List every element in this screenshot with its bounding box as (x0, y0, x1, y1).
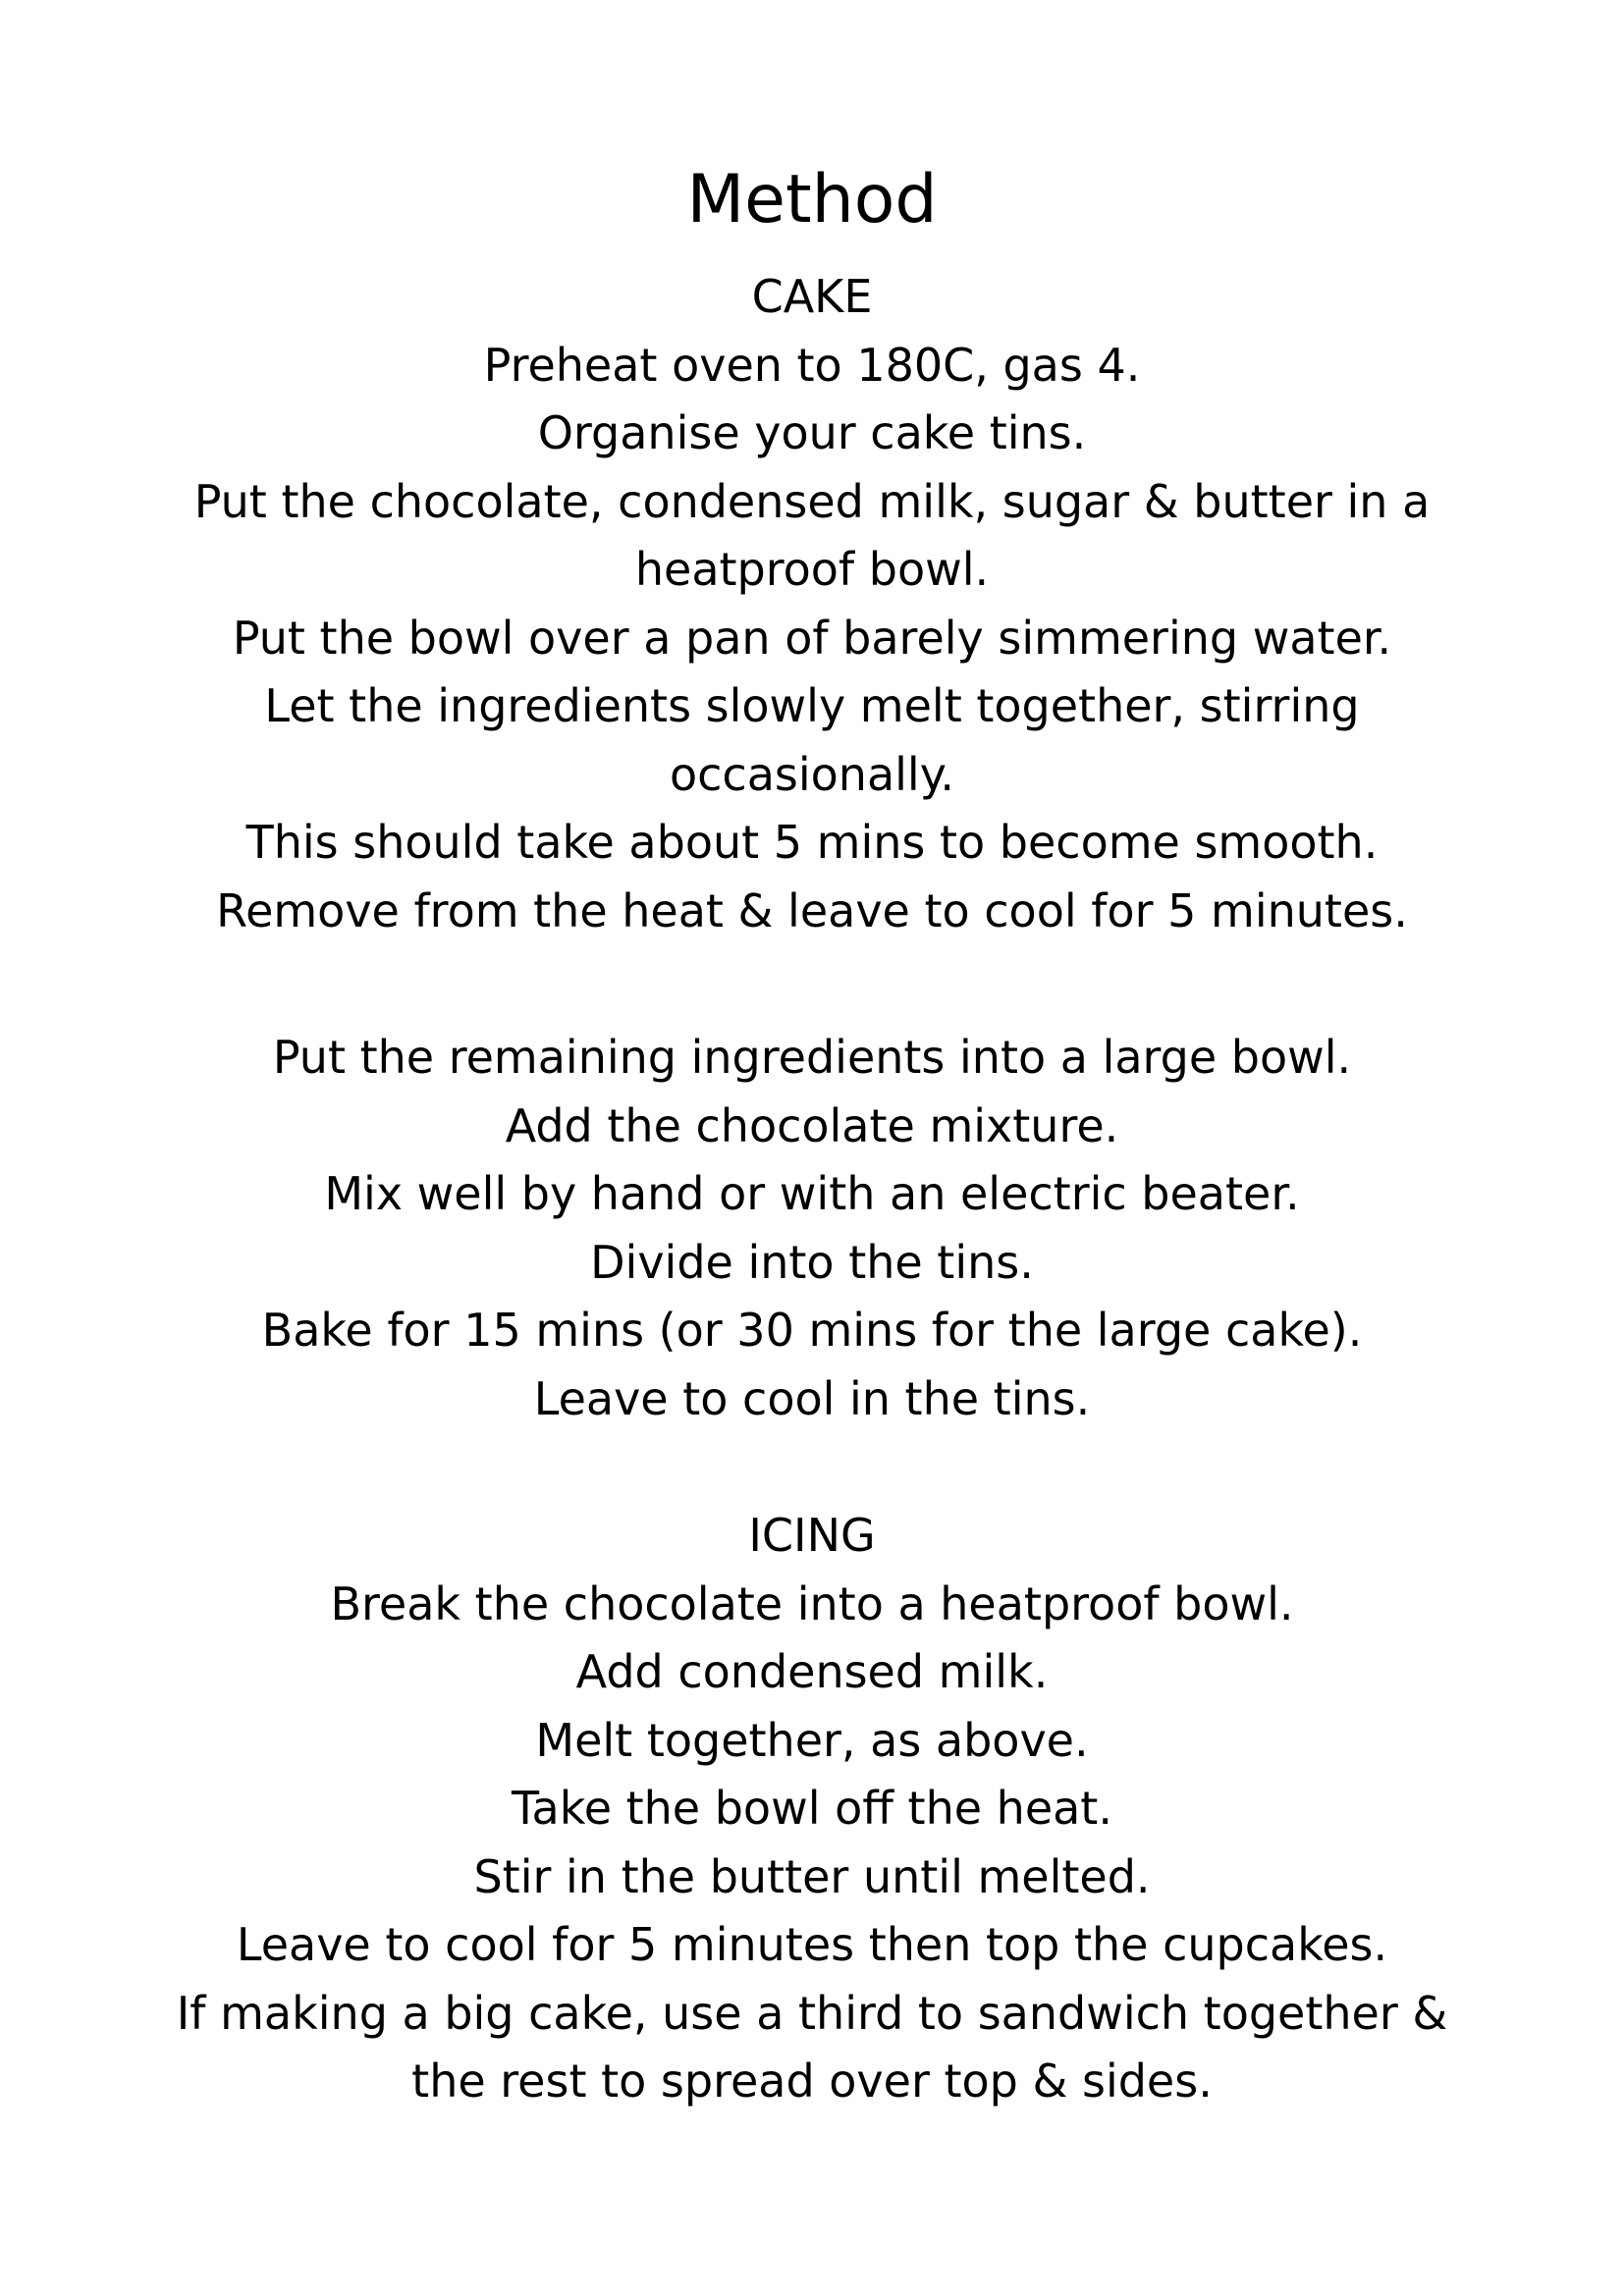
cake-step: This should take about 5 mins to become smooth. (245, 816, 1379, 869)
cake-step: Let the ingredients slowly melt together, stirring (264, 679, 1360, 732)
icing-step: Leave to cool for 5 minutes then top the cupcakes. (236, 1918, 1388, 1971)
cake-step: Put the remaining ingredients into a large bowl. (272, 1031, 1352, 1084)
cake-step: Leave to cool in the tins. (533, 1371, 1091, 1425)
cake-step: Put the bowl over a pan of barely simmering water. (232, 611, 1392, 665)
cake-heading: CAKE (751, 270, 873, 323)
cake-step: Preheat oven to 180C, gas 4. (483, 338, 1141, 392)
icing-step: the rest to spread over top & sides. (411, 2055, 1213, 2108)
icing-step: Stir in the butter until melted. (473, 1849, 1151, 1903)
cake-step: Organise your cake tins. (537, 406, 1087, 459)
icing-step: Add condensed milk. (575, 1645, 1049, 1698)
cake-step: Remove from the heat & leave to cool for 5 minutes. (216, 883, 1408, 937)
cake-step: Bake for 15 mins (or 30 mins for the large cake). (261, 1304, 1363, 1357)
icing-step: If making a big cake, use a third to sandwich together & (176, 1986, 1448, 2040)
cake-section-continued (0, 1024, 1624, 1433)
cake-step: Add the chocolate mixture. (505, 1098, 1119, 1152)
icing-step: Take the bowl off the heat. (512, 1782, 1112, 1835)
page-title: Method (686, 161, 938, 239)
cake-section (0, 263, 1624, 945)
icing-step: Break the chocolate into a heatproof bowl. (330, 1576, 1294, 1630)
cake-step: Divide into the tins. (590, 1235, 1034, 1289)
icing-section (0, 1502, 1624, 2116)
cake-step: heatproof bowl. (634, 543, 990, 596)
icing-step: Melt together, as above. (535, 1713, 1089, 1767)
icing-heading: ICING (748, 1509, 876, 1562)
cake-step: occasionally. (670, 747, 954, 801)
cake-step: Mix well by hand or with an electric beater. (324, 1167, 1300, 1220)
cake-step: Put the chocolate, condensed milk, sugar & butter in a (193, 474, 1431, 528)
